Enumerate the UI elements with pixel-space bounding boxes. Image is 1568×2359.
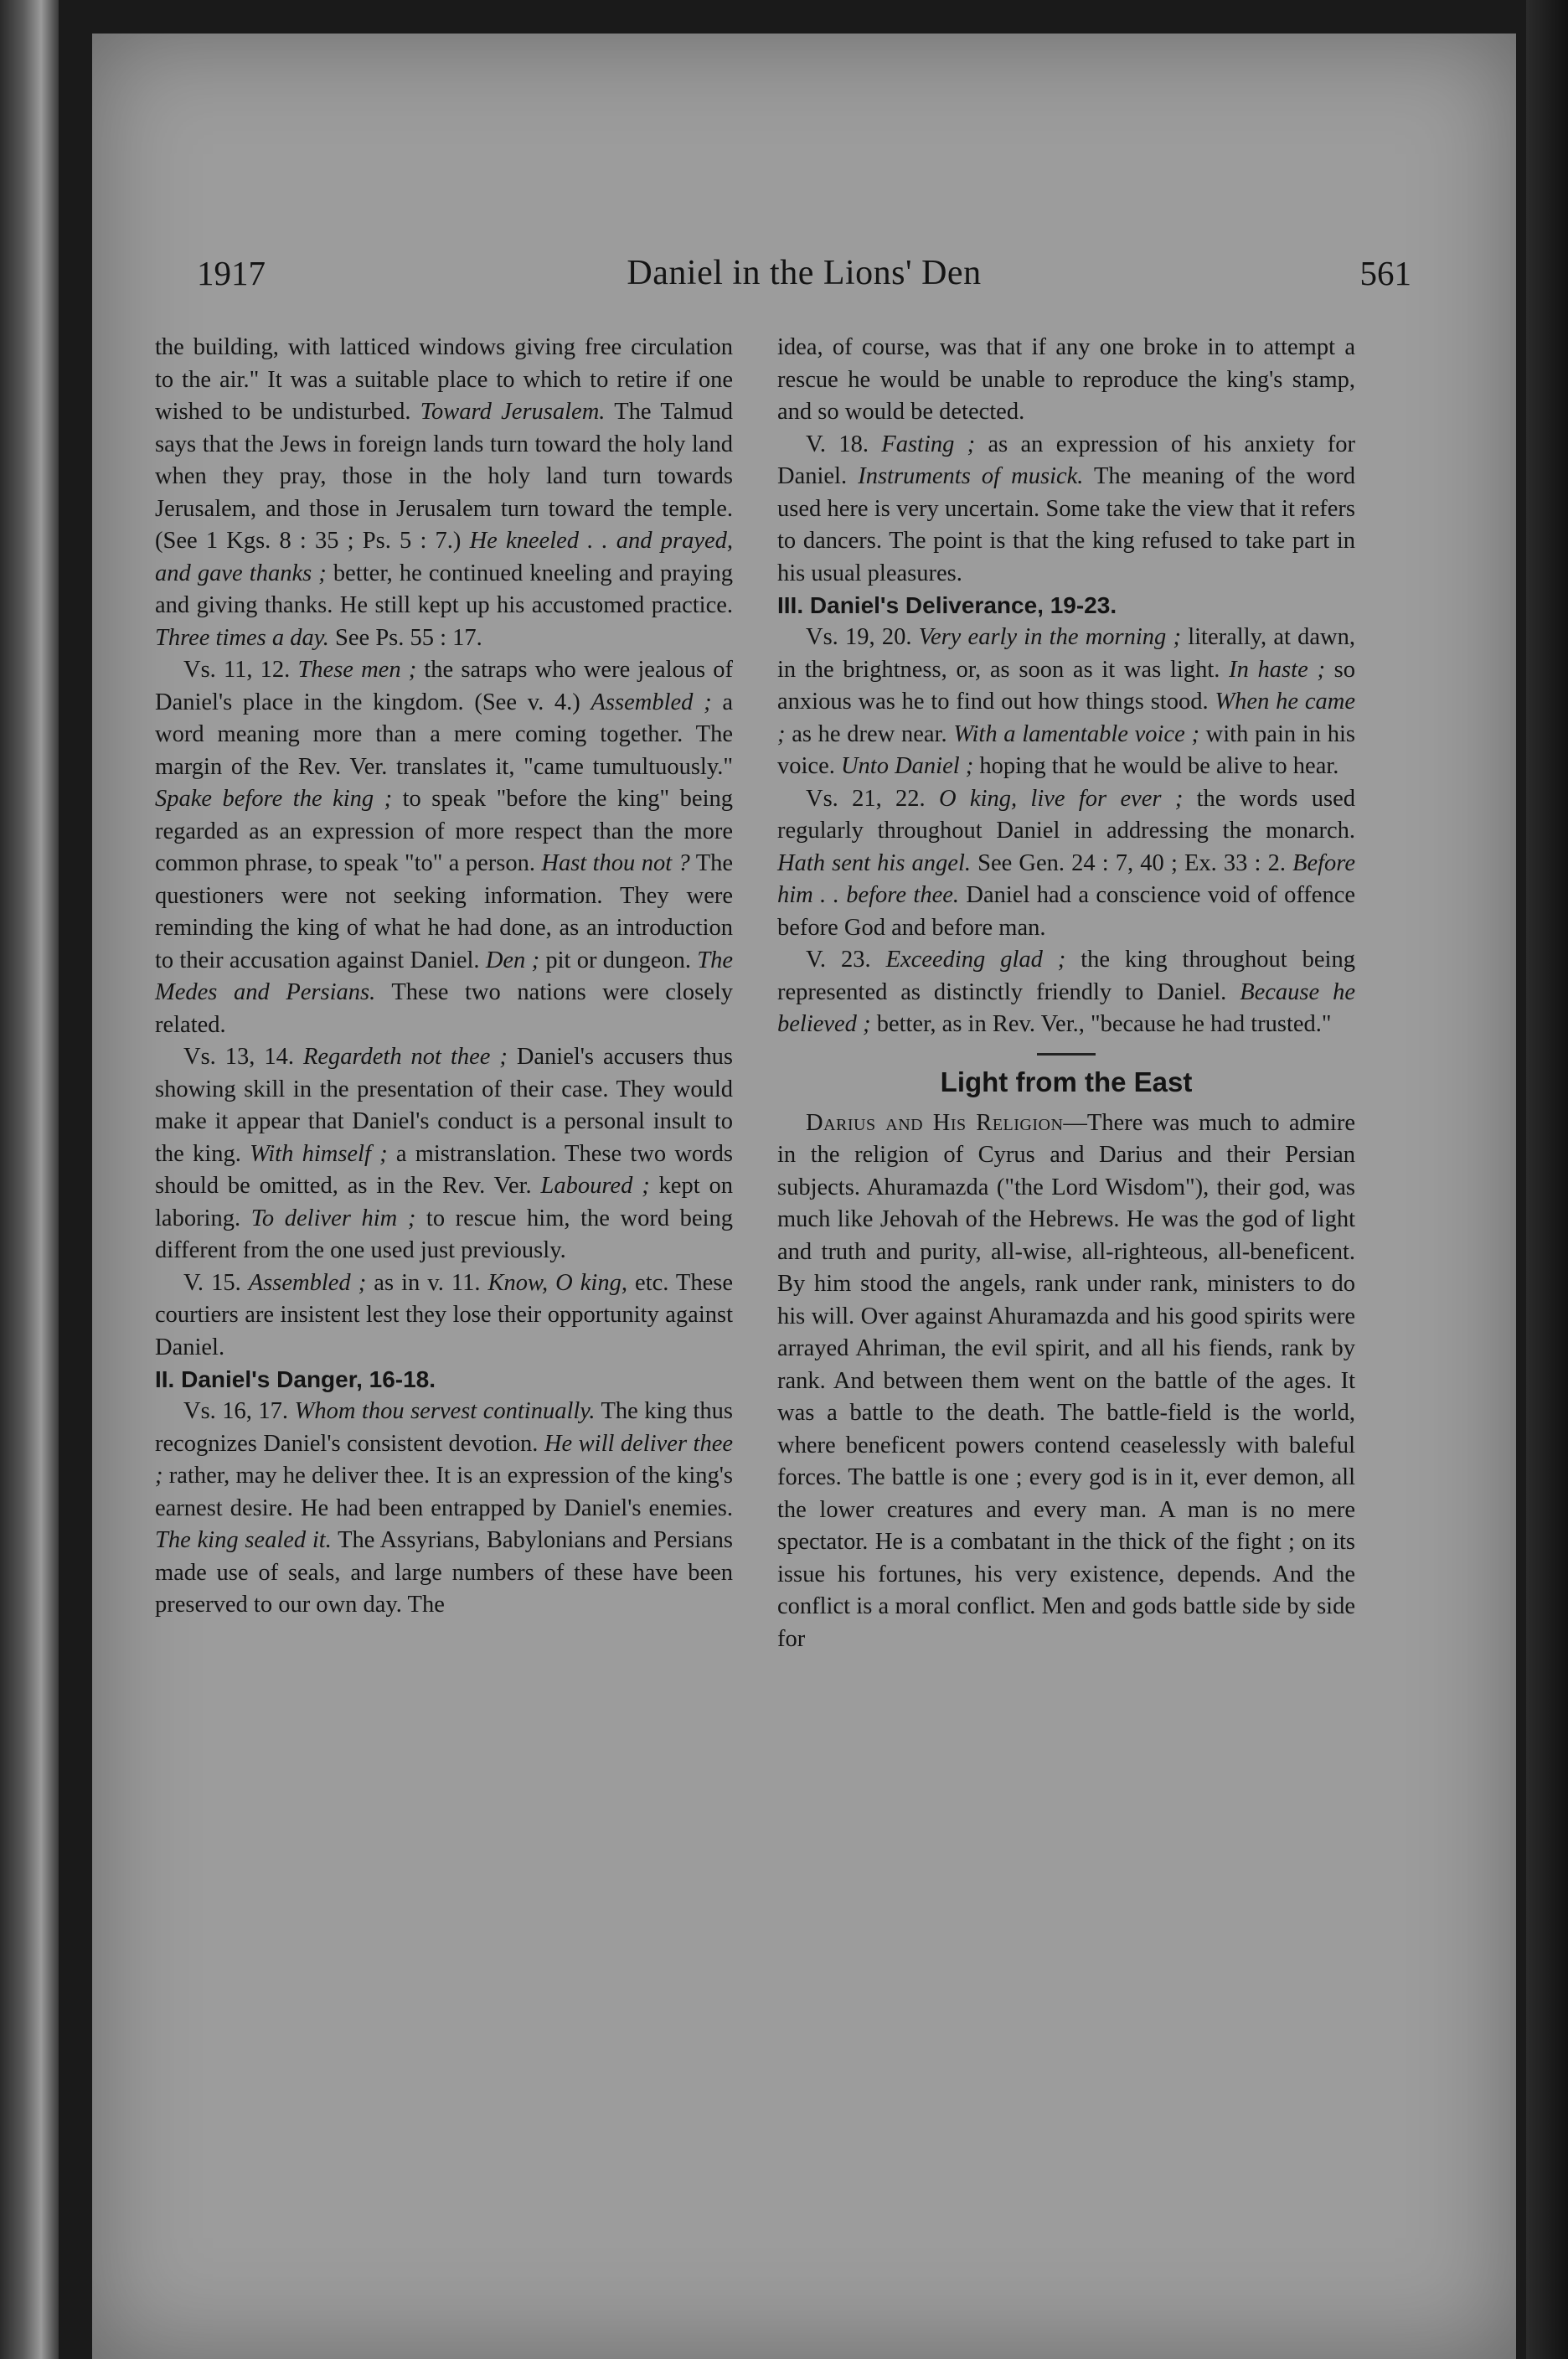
paragraph: Darius and His Religion—There was much to admire in the religion of Cyrus and Darius and their Persian subjects. Ahuramazda ("the Lord Wisdom"), their god, was much like Jehovah of the Hebrews. He was the god of light and truth and purity, all-wise, all-righteous, all-beneficent. By him stood the angels, rank under rank, ministers to do his will. Over against Ahuramazda and his good spirits were arrayed Ahriman, the evil spirit, and all his fiends, rank by rank. And between them went on the battle of the ages. It was a battle to the death. The battle-field is the world, where beneficent powers contend ceaselessly with baleful forces. The battle is one ; every god is in it, ever demon, all the lower creatures and every man. A man is no mere spectator. He is a combatant in the thick of the fight ; on its issue his fortunes, his very existence, depends. And the conflict is a moral conflict. Men and gods battle side by side for: [777, 1109, 1355, 1652]
paragraph: Vs. 16, 17. Whom thou servest continually. The king thus recognizes Daniel's consistent devotion. He will deliver thee ; rather, may he deliver thee. It is an expression of the king's earnest desire. He had been entrapped by Daniel's enemies. The king sealed it. The Assyrians, Babylonians and Persians made use of seals, and large numbers of these have been preserved to our own day. The: [155, 1398, 734, 1618]
paragraph: V. 15. Assembled ; as in v. 11. Know, O king, etc. These courtiers are insistent lest they lose their opportunity against Daniel.: [155, 1269, 733, 1360]
article-title: Light from the East: [940, 1066, 1193, 1097]
section-heading: II. Daniel's Danger, 16-18.: [155, 1366, 436, 1392]
header-year: 1917: [197, 254, 266, 292]
page-number: 561: [1359, 254, 1411, 292]
paragraph: Vs. 11, 12. These men ; the satraps who were jealous of Daniel's place in the kingdom. (See v. 4.) Assembled ; a word meaning more than a mere coming together. The margin of the Rev. Ver. translates it, "came tumultuously." Spake before the king ; to speak "before the king" being regarded as an expression of more respect than the more common phrase, to speak "to" a person. Hast thou not ? The questioners were not seeking information. They were reminding the king of what he had done, as an introduction to their accusation against Daniel. Den ; pit or dungeon. The Medes and Persians. These two nations were closely related.: [155, 657, 734, 1038]
section-divider: [1037, 1053, 1096, 1056]
running-head: [197, 253, 1411, 312]
paragraph: idea, of course, was that if any one broke in to attempt a rescue he would be unable to reproduce the king's stamp, and so would be detected.: [777, 334, 1355, 425]
paragraph: V. 23. Exceeding glad ; the king throughout being represented as distinctly friendly to Daniel. Because he believed ; better, as in Rev. Ver., "because he had trusted.": [777, 947, 1355, 1037]
section-heading: III. Daniel's Deliverance, 19-23.: [777, 592, 1117, 618]
adjacent-page-edge: [0, 0, 59, 2359]
paragraph: the building, with latticed windows giving free circulation to the air." It was a suitable place to which to retire if one wished to be undisturbed. Toward Jerusalem. The Talmud says that the Jews in foreign lands turn toward the holy land when they pray, those in the holy land turn towards Jerusalem, and those in Jerusalem turn toward the temple. (See 1 Kgs. 8 : 35 ; Ps. 5 : 7.) He kneeled . . and prayed, and gave thanks ; better, he continued kneeling and praying and giving thanks. He still kept up his accustomed practice. Three times a day. See Ps. 55 : 17.: [155, 334, 734, 651]
left-column: [155, 332, 733, 1622]
header-title: Daniel in the Lions' Den: [627, 254, 982, 292]
right-column: [777, 332, 1355, 1655]
paragraph: V. 18. Fasting ; as an expression of his anxiety for Daniel. Instruments of musick. The meaning of the word used here is very uncertain. Some take the view that it refers to dancers. The point is that the king refused to take part in his usual pleasures.: [777, 431, 1356, 586]
paragraph: Vs. 21, 22. O king, live for ever ; the words used regularly throughout Daniel in addressing the monarch. Hath sent his angel. See Gen. 24 : 7, 40 ; Ex. 33 : 2. Before him . . before thee. Daniel had a conscience void of offence before God and before man.: [777, 785, 1355, 941]
scan-border-right: [1526, 0, 1568, 2359]
book-page: [92, 34, 1516, 2359]
paragraph: Vs. 13, 14. Regardeth not thee ; Daniel's accusers thus showing skill in the presentation of their case. They would make it appear that Daniel's conduct is a personal insult to the king. With himself ; a mistranslation. These two words should be omitted, as in the Rev. Ver. Laboured ; kept on laboring. To deliver him ; to rescue him, the word being different from the one used just previously.: [155, 1044, 733, 1263]
paragraph: Vs. 19, 20. Very early in the morning ; literally, at dawn, in the brightness, or, as soon as it was light. In haste ; so anxious was he to find out how things stood. When he came ; as he drew near. With a lamentable voice ; with pain in his voice. Unto Daniel ; hoping that he would be alive to hear.: [777, 624, 1356, 779]
